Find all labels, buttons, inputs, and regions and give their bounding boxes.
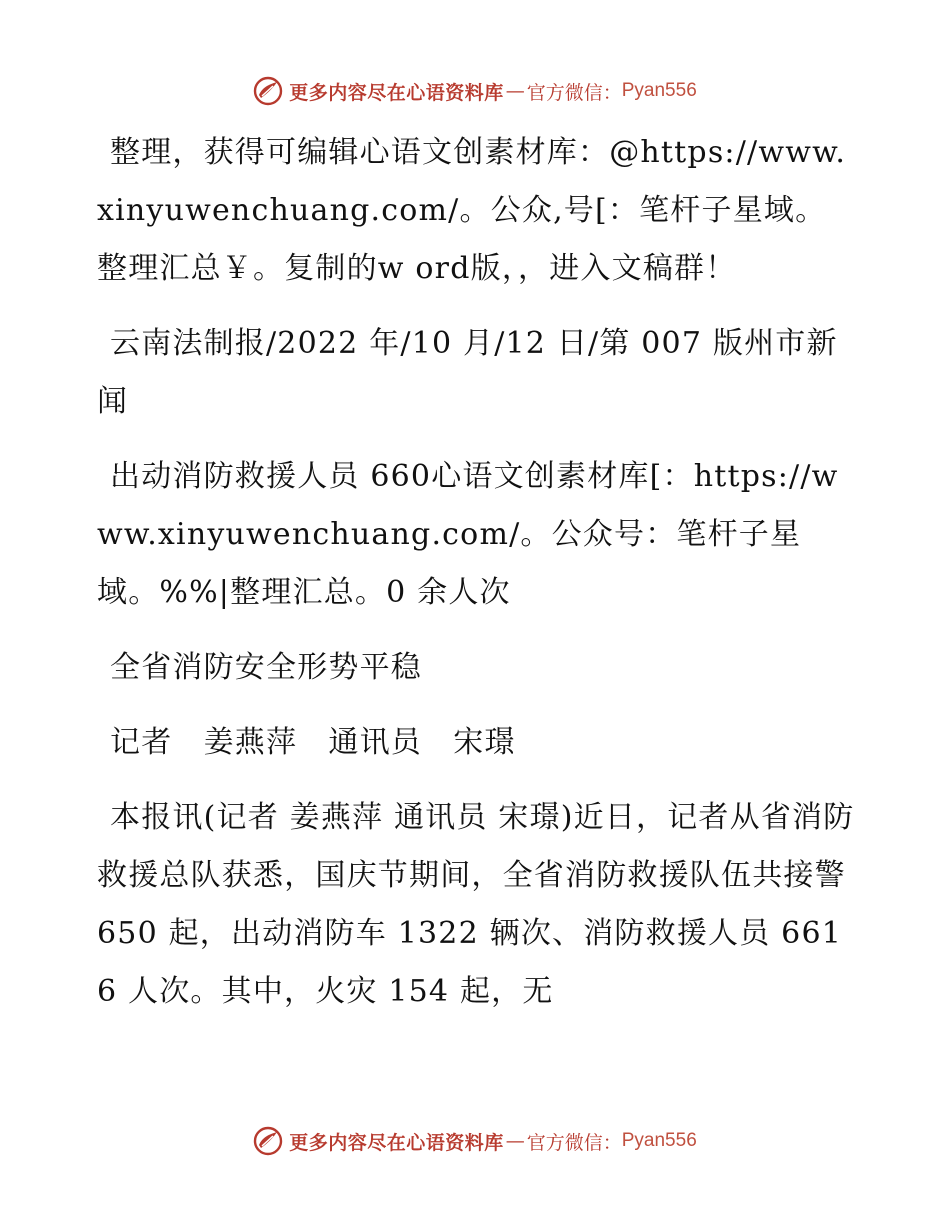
banner-dash: — [505, 1130, 525, 1152]
pen-logo-icon [253, 1126, 283, 1156]
paragraph-headline: 出动消防救援人员 660心语文创素材库[：https://www.xinyuwenchuang.com/。公众号：笔杆子星域。%%|整理汇总。0 余人次 [97, 459, 839, 610]
wechat-id: Pyan556 [621, 80, 697, 101]
banner-text: 更多内容尽在心语资料库 [289, 81, 504, 104]
header-banner [0, 71, 950, 111]
document-body [97, 124, 857, 1038]
paragraph-byline: 记者 姜燕萍 通讯员 宋璟 [110, 725, 516, 760]
paragraph-source: 云南法制报/2022 年/10 月/12 日/第 007 版州市新闻 [97, 326, 838, 419]
pen-logo-icon [253, 76, 283, 106]
banner-dash: — [505, 80, 525, 102]
footer-banner [0, 1121, 950, 1161]
paragraph-body: 本报讯(记者 姜燕萍 通讯员 宋璟)近日，记者从省消防救援总队获悉，国庆节期间，全省消防救援队伍共接警 650 起，出动消防车 1322 辆次、消防救援人员 6616 人次。其中，火灾 154 起，无 [97, 800, 855, 1009]
wechat-label: 官方微信： [526, 1131, 622, 1154]
wechat-label: 官方微信： [526, 81, 622, 104]
paragraph-subheadline: 全省消防安全形势平稳 [110, 650, 422, 685]
banner-text: 更多内容尽在心语资料库 [289, 1131, 504, 1154]
wechat-id: Pyan556 [621, 1130, 697, 1151]
paragraph-intro: 整理，获得可编辑心语文创素材库：@https://www.xinyuwenchuang.com/。公众,号[：笔杆子星域。整理汇总￥。复制的w ord版，，进入文稿群！ [97, 135, 847, 286]
